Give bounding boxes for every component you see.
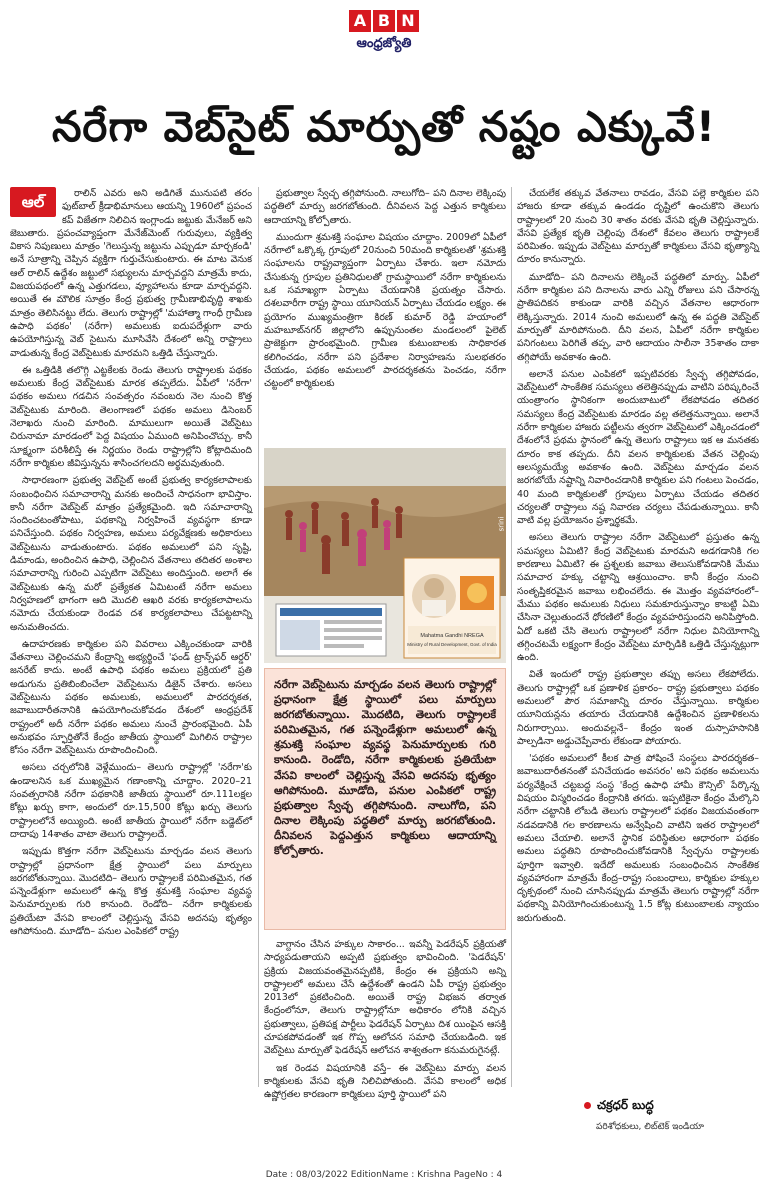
abn-logo	[334, 10, 434, 60]
article-column-3	[517, 187, 759, 1067]
paragraph: ప్రభుత్వాల స్వేచ్ఛ తగ్గిపోనుంది. నాలుగోది– పని దినాల లెక్కింపు పద్ధతిలో మార్పు జరగబోతుంది. దీనివలన పెద్ద ఎత్తున కార్మికులు ఆదాయాన్ని కోల్పోతారు.	[264, 188, 506, 226]
edition-footer: Date : 08/03/2022 EditionName : Krishna PageNo : 4	[265, 1170, 503, 1180]
paragraph: ఉదాహరణకు కార్మికుల పని వివరాలు ఎక్కించకుండా వారికి వేతనాలు చెల్లించమని కేంద్రాన్ని అభ్యర్థించే 'ఫండ్ ట్రాన్స్‌ఫర్ ఆర్డర్' జనరేట్ కాదు. అంటే ఉపాధి పథకం అమలు ప్రక్రియలో ప్రతి అడుగును ప్రతిబింబించేలా వెబ్‌సైటును డిజైన్ చేశారు. అసలు వెబ్‌సైటును పథకం అమలుకు, అమలులో పారదర్శకత, జవాబుదారీతనానికి ఉపయోగించుకోవడం దేశంలో ఆంధ్రప్రదేశ్ రాష్ట్రంలో అదీ నరేగా పథకం అమలు నుంచే ప్రారంభమైంది. ఏపీ అనుభవం స్ఫూర్తితోనే కేంద్రం జాతీయ స్థాయిలో మిగిలిన రాష్ట్రాల కోసం నరేగా వెబ్‌సైటును రూపొందించింది.	[10, 638, 252, 757]
author-name: చక్రధర్ బుద్ధ	[597, 1098, 654, 1112]
logo-subtitle: ఆంధ్రజ్యోతి	[356, 36, 412, 51]
paragraph: అలానే పనుల ఎంపికలో ఇప్పటివరకు స్వేచ్ఛ తగ్గిపోవడం, వెబ్‌సైటులో సాంకేతిక సమస్యలు తలెత్తినప్పుడు వాటిని పరిష్కరించే యంత్రాంగం స్థానికంగా అందుబాటులో లేకపోవడం తదితర సమస్యలు కేంద్ర వెబ్‌సైటుకు మారడం వల్ల తలెత్తనున్నాయి. అలానే నరేగా కార్మికుల హాజరు పట్టీలను త్వరగా వెబ్‌సైటులో ఎక్కించడంలో దేశంలోనే ప్రథమ స్థానంలో ఉన్న తెలుగు రాష్ట్రాలు ఇక ఆ మనతకు దూరం కాక తప్పదు. దీని వలన కార్మికులకు వేతన చెల్లింపు ఆలస్యమయ్యే అవకాశం ఉంది. వెబ్‌సైటు మార్చడం వలన జరగబోయే నష్టాన్ని నివారించడానికి కార్మికుల పని గంటలు పెంచడం, 40 మంది కార్మికులతో గ్రూపులు ఏర్పాటు చేయడం తదితర చర్యలతో రాష్ట్రాలు నష్ట నివారణ చర్యలు చేపడుతున్నాయి. కానీ వాటి వల్ల ప్రయోజనం ప్రశ్నార్థకమే.	[517, 368, 759, 527]
workers-field-photo-illustration	[264, 448, 506, 663]
author-role: పరిశోధకులు, లిబ్‌టెక్ ఇండియా	[596, 1122, 705, 1132]
paragraph: సాధారణంగా ప్రభుత్వ వెబ్‌సైట్ అంటే ప్రభుత్వ కార్యకలాపాలకు సంబంధించిన సమాచారాన్ని మనకు అందించే సాధనంగా భావిస్తాం. కానీ నరేగా వెబ్‌సైట్ మాత్రం ప్రత్యేకమైంది. ఇది సమాచారాన్ని సందించటంతోపాటు, పథకాన్ని నిర్వహించే వ్యవస్థగా కూడా పనిచేస్తుంది. పథకం నిర్వహణ, అమలు పర్యవేక్షణకు అధికారులు వెబ్‌సైటును వాడుతుంటారు. పథకం అమలులో పని సృష్టి, డిమాండు, అందించిన ఉపాధి, చెల్లించిన వేతనాలు తదితర అంశాల సమాచారాన్ని గురించి ఎప్పటిగా వెబ్‌సైటు అందిస్తుంది. అలాగే ఈ వెబ్‌సైటుకు ఉన్న మరో ప్రత్యేకత ఏమిటంటే నరేగా అమలు నిర్వహణలో భాగంగా ఆది మొదలి ఆఖరి వరకు కార్యకలాపాలను నమోదు చేయకుండా రెండవ దశ కార్యకలాపాలు చేపట్టటాన్ని అనుమతించదు.	[10, 475, 252, 633]
author-tag: ఆల్	[10, 187, 56, 217]
paragraph: ఇప్పుడు కొత్తగా నరేగా వెబ్‌సైటును మార్చడం వలన తెలుగు రాష్ట్రాల్లో ప్రధానంగా క్షేత్ర స్థాయిలో పలు మార్పులు జరగబోతున్నాయి. మొదటిది– తెలుగు రాష్ట్రాలకే పరిమితమైన, గత పన్నెండేళ్లుగా అమలులో ఉన్న కొత్త శ్రమశక్తి సంఘాల వ్యవస్థ పెనుమార్పులకు గురి కానుంది. రెండోది– నరేగా కార్మికులకు ప్రతియేటా వేసవి కాలంలో చెల్లిస్తున్న వేసవి అదనపు భృత్యం ఆగిపోనుంది. మూడోది– పనుల ఎంపికలో రాష్ట్ర	[10, 846, 252, 938]
logo-letters	[344, 10, 424, 32]
paragraph: మూడోది– పని దినాలను లెక్కించే పద్ధతిలో మార్పు. ఏపీలో నరేగా కార్మికుల పని దినాలను వారు ఎన్ని రోజులు పని చేసారన్న ప్రాతిపదికన కాకుండా వారికి వచ్చిన వేతనాల ఆధారంగా లెక్కిస్తున్నారు. 2014 నుంచి అమలులో ఉన్న ఈ పద్ధతి వెబ్‌సైట్ మార్పుతో మారిపోనుంది. దీని వలన, ఏపీలో నరేగా కార్మికుల పనిగంటలు పెరిగితే తప్ప, వారి ఆదాయం సాలీనా 35శాతం దాకా తగ్గిపోయే అవకాశం ఉంది.	[517, 271, 759, 363]
paragraph: వాగ్దానం చేసిన హక్కుల సాకారం... ఇవన్నీ పెడరేషన్ ప్రక్రియతో సాధ్యపడుతాయని అప్పటి ప్రభుత్వం భావించింది. 'పెడరేషన్' ప్రక్రియ విజయవంతమైనప్పటికి, కేంద్రం ఈ ప్రక్రియని అన్ని రాష్ట్రాలలో అమలు చేసే ఉద్దేశంతో ఉండని ఏపీ రాష్ట్ర ప్రభుత్వం 2013లో ప్రకటించింది. అయితే రాష్ట్ర విభజన తర్వాత కేంద్రంలోనూ, తెలుగు రాష్ట్రాల్లోనూ అధికారం లోనికి వచ్చిన ప్రభుత్వాలు, ప్రతిపక్ష పార్టీలు ఫెడరేషన్ ఏర్పాటు దిశ యింపైన ఆసక్తి చూపకపోవడంతో ఇక గొప్ప ఆలోచన సమాధి చేయబడింది. ఇక వెబ్‌సైటు మార్పుతో ఫెడరేషన్ ఆలోచన శాశ్వతంగా కనుమరుగైనట్లే.	[264, 939, 506, 1057]
article-column-2-bottom	[264, 938, 506, 1101]
paragraph: చేయలేక తక్కువ వేతనాలు రావడం, వేసవి పల్లె కార్మికుల పని హాజరు కూడా తక్కువ ఉండడం దృష్టిలో ఉంచుకొని తెలుగు రాష్ట్రాలలో 20 నుంచి 30 శాతం వరకు వేసవి భృతి చెల్లిస్తున్నారు. వేసవి ప్రత్యేక భృతి చెల్లింపు దేశంలో కేవలం తెలుగు రాష్ట్రాలకే పరిమితం. ఇప్పుడు వెబ్‌సైటు మార్పుతో కార్మికులు వేసవి భృత్యాన్ని దూరం కానున్నారు.	[517, 188, 759, 266]
article-headline: నరేగా వెబ్‌సైట్ మార్పుతో నష్టం ఎక్కువే!	[51, 102, 717, 151]
paragraph: ఈ ఒత్తిడికి తలొగ్గి ఎట్టకేలకు రెండు తెలుగు రాష్ట్రాలకు పథకం అమలుకు కేంద్ర వెబ్‌సైటుకు మారక తప్పలేదు. ఏపీలో 'నరేగా' పథకం అమలు గడచిన సంవత్సరం నవంబరు నెల నుంచి కొత్త వెబ్‌సైటుకు మారింది. తెలంగాణలో పథకం అమలు డిసెంబర్ నెలాఖరు నుంచి మారింది. మాములుగా అయితే వెబ్‌సైటు చిరునామా మారడంలో పెద్ద విషయం ఏముంది అనిపించొచ్చు. కానీ సూక్ష్మంగా పరిశీలిస్తే ఈ నిర్ణయం రెండు రాష్ట్రాల్లోని కోట్లాదిమంది నరేగా కార్మికుల జీవిస్తున్నను శాసించగలదని అర్థమవుతుంది.	[10, 364, 252, 469]
logo-letter-n: N	[397, 10, 419, 32]
article-column-1	[10, 187, 252, 1087]
photo-credit: srini	[497, 516, 506, 532]
column-divider	[511, 187, 512, 1087]
paragraph: ఇక రెండవ విషయానికి వస్తే– ఈ వెబ్‌సైటు మార్పు వలన కార్మికులకు వేసవి భృతి నిలిచిపోతుంది. వేసవి కాలంలో అధిక ఉష్ణోగ్రతల కారణంగా కార్మికులు పూర్తి స్థాయిలో పని	[264, 1062, 506, 1101]
paragraph: రాలిన్ ఎవరు అని అడిగితే మునుపటి తరం ఫుట్‌బాల్ క్రీడాభిమానులు ఆయన్ని 1960లో ప్రపంచ కప్ విజేతగా నిలిచిన ఇంగ్లాండు జట్టుకు మేనేజర్ అని జెబుతారు. ప్రపంచవ్యాప్తంగా మేనేజ్‌మెంట్ గురువులు, వ్యక్తిత్వ వికాస నిపుణులు మాత్రం 'గెలుస్తున్న జట్టును ఎప్పుడూ మార్చకండి' అనే సూత్రాన్ని చెప్పిన వ్యక్తిగా గుర్తుచేసుకుంటారు. ఈ మాట వెనుక ఆల్ రాలిన్ ఉద్దేశం జట్టులో సభ్యులను మార్చవద్దని మాత్రమే కాదు, విజయపథంలో ఉన్న ఎత్తుగడలు, వ్యూహాలను కూడా మార్చవద్దని. అయితే ఈ మౌలిక సూత్రం కేంద్ర ప్రభుత్వ గ్రామీణాభివృద్ధి శాఖకు మాత్రం తెలిసినట్టు లేదు. తెలుగు రాష్ట్రాల్లో 'మహాత్మా గాంధీ గ్రామీణ ఉపాధి పథకం' (నరేగా) అమలుకు ఐదుపదేళ్లుగా వారు ఉపయోగిస్తున్న వెబ్ సైటును మూసివేసి దేశంలో అన్ని రాష్ట్రాలు వాడుతున్న కేంద్ర వెబ్‌సైటుకు మారమని ఒత్తిడి చేస్తున్నారు.	[10, 188, 252, 359]
paragraph: అసలు చర్చలోనికి వెళ్లేముందు– తెలుగు రాష్ట్రాల్లో 'నరేగా'కు ఉండాలనిన ఒక ముఖ్యమైన గణాంకాన్ని చూద్దాం. 2020–21 సంవత్సరానికి నరేగా పథకానికి జాతీయ స్థాయిలో రూ.111లక్షల కోట్లు ఖర్చు కాగా, అందులో రూ.15,500 కోట్లు ఖర్చు తెలుగు రాష్ట్రాలలోనే అయ్యింది. అంటే జాతీయ స్థాయిలో నరేగా బడ్జెట్‌లో దాదాపు 14శాతం వాటా తెలుగు రాష్ట్రాలదే.	[10, 762, 252, 840]
paragraph: 'పథకం అమలులో కీలక పాత్ర పోషించే సంస్థలు పారదర్శకత–జవాబుదారీతనంతో పనిచేయడం అవసరం' అని పథకం అమలును పర్యవేక్షించే చట్టబద్ధ సంస్థ 'కేంద్ర ఉపాధి హామీ కౌన్సిల్' పేర్కొన్న విషయం విస్మరించడం కేంద్రానికి తగదు. ఇప్పటికైనా కేంద్రం మేల్కొని నరేగా చట్టానికి లోబడి తెలుగు రాష్ట్రాలలో పథకం విజయవంతంగా నడవడానికి గల కారణాలను అన్వేషించి వాటిని ఇతర రాష్ట్రాలలో అమలు చేయాలి. అలానే స్థానిక పరిస్థితుల ఆధారంగా పథకం అమలు పద్ధతిని రూపొందించుకోవడానికి స్వేచ్ఛను రాష్ట్రాలకు పూర్తిగా ఇవ్వాలి. ఇదేదో అమలుకు సంబంధించిన సాంకేతిక వ్యవహారంగా మాత్రమే కేంద్ర–రాష్ట్ర సంబంధాలు, కార్మికుల హక్కుల దృక్పథంలో నుంచి చూసినప్పుడు మాత్రమే తెలుగు రాష్ట్రాల్లో నరేగా పథకాన్ని వినియోగించుకుంటున్న 1.5 కోట్ల కుటుంబాలకు న్యాయం జరుగుతుంది.	[517, 753, 759, 924]
logo-letter-a: A	[349, 10, 371, 32]
poster-subtitle: Ministry of Rural Development, Govt. of India	[407, 642, 497, 647]
author-byline	[584, 1098, 764, 1115]
column-divider	[258, 187, 259, 1087]
pull-quote: నరేగా వెబ్‌సైటును మార్చడం వలన తెలుగు రాష్ట్రాల్లో ప్రధానంగా క్షేత్ర స్థాయిలో పలు మార్పులు జరగబోతున్నాయి. మొదటిది, తెలుగు రాష్ట్రాలకే పరిమితమైన, గత పన్నెండేళ్లుగా అమలులో ఉన్న శ్రమశక్తి సంఘాల వ్యవస్థ పెనుమార్పులకు గురి కానుంది. రెండోది, నరేగా కార్మికులకు ప్రతియేటా వేసవి కాలంలో చెల్లిస్తున్న వేసవి అదనపు భృత్యం ఆగిపోనుంది. మూడోది, పనుల ఎంపికలో రాష్ట్ర ప్రభుత్వాల స్వేచ్ఛ తగ్గిపోనుంది. నాలుగోది, పని దినాల లెక్కింపు పద్ధతిలో మార్పు జరగబోతుంది. దీనివలన పెద్దఎత్తున కార్మికులు ఆదాయాన్ని కోల్పోతారు.	[264, 668, 506, 930]
bullet-icon	[584, 1102, 591, 1109]
paragraph: ముందుగా శ్రమశక్తి సంఘాల విషయం చూద్దాం. 2009లో ఏపీలో నరేగాలో ఒక్కొక్క గ్రూపులో 20నుంచి 50మంది కార్మికులతో 'శ్రమశక్తి సంఘాలను రాష్ట్రవ్యాప్తంగా ఏర్పాటు చేశారు. ఇలా నమోదు చేసుకున్న గ్రూపుల ప్రతినిధులతో గ్రామస్థాయిలో నరేగా కార్మికులను ఒక సమాఖ్యగా ఏర్పాటు చేయడానికి ప్రయత్నం చేసారు. దశలవారీగా రాష్ట్ర స్థాయి యూనియన్ ఏర్పాటు చేయడం లక్ష్యం. ఈ ప్రయోగం ముఖ్యమంత్రిగా కిరణ్ కుమార్ రెడ్డి హయాంలో మహబూబ్‌నగర్ జిల్లాలోని ఉప్పునుంతల మండలంలో పైలెట్ ప్రాజెక్టుగా ప్రారంభమైంది. గ్రామీణ కుటుంబాలకు సాధికారత కలిగించడం, నరేగా పని ప్రదేశాల నిర్వాహణను సులభతరం చేయడం, పథకం అమలులో పారదర్శకతను పెంచడం, నరేగా చట్టంలో కార్మికులకు	[264, 231, 506, 390]
paragraph: వితే ఇందులో రాష్ట్ర ప్రభుత్వాల తప్పు అసలు లేకపోలేదు. తెలుగు రాష్ట్రాల్లో ఒక ప్రణాళిక ప్రకారం– రాష్ట్ర ప్రభుత్వాలు పథకం అమలులో పౌర సమాజాన్ని దూరం చేస్తున్నాయి. కార్మికుల యూనియన్లను తయారు చేయడానికి ఉద్దేశించిన ప్రణాళికలను నిరుగార్చాయి. అందువల్లనే– కేంద్రం ఇంత దుస్సాహసానికి పాల్పడినా అడ్డుచెప్పేవారు లేకుండా పోయారు.	[517, 669, 759, 747]
article-column-2-top	[264, 187, 506, 443]
article-photo	[264, 448, 506, 663]
logo-letter-b: B	[373, 10, 395, 32]
paragraph: అసలు తెలుగు రాష్ట్రాల నరేగా వెబ్‌సైటులో ప్రస్తుతం ఉన్న సమస్యలు ఏమిటి? కేంద్ర వెబ్‌సైటుకు మారమని అడగడానికి గల కారణాలు ఏమిటి? ఈ ప్రశ్నలకు జవాబు తెలుసుకోవడానికి మేము సమాచార హక్కు చట్టాన్ని ఆశ్రయించాం. కానీ కేంద్రం నుంచి సంతృప్తికరమైన జవాబు లభించలేదు. ఈ మొత్తం వ్యవహారంలో– మేము పథకం అమలుకు నిధులు సమకూరుస్తున్నాం కాబట్టి ఏమి చేసినా చెల్లుతుందనే ధోరణిలో కేంద్రం వ్యవహరిస్తుందని అనిపిస్తోంది. ఏదో ఒకటి చేసి తెలుగు రాష్ట్రాలలో నరేగా నిధుల వినియోగాన్ని తగ్గించటమే లక్ష్యంగా కేంద్రం వెబ్‌సైటు మార్పిడికి ఒత్తిడి చేస్తున్నట్లుగా ఉంది.	[517, 532, 759, 664]
poster-title: Mahatma Gandhi NREGA	[420, 633, 484, 639]
